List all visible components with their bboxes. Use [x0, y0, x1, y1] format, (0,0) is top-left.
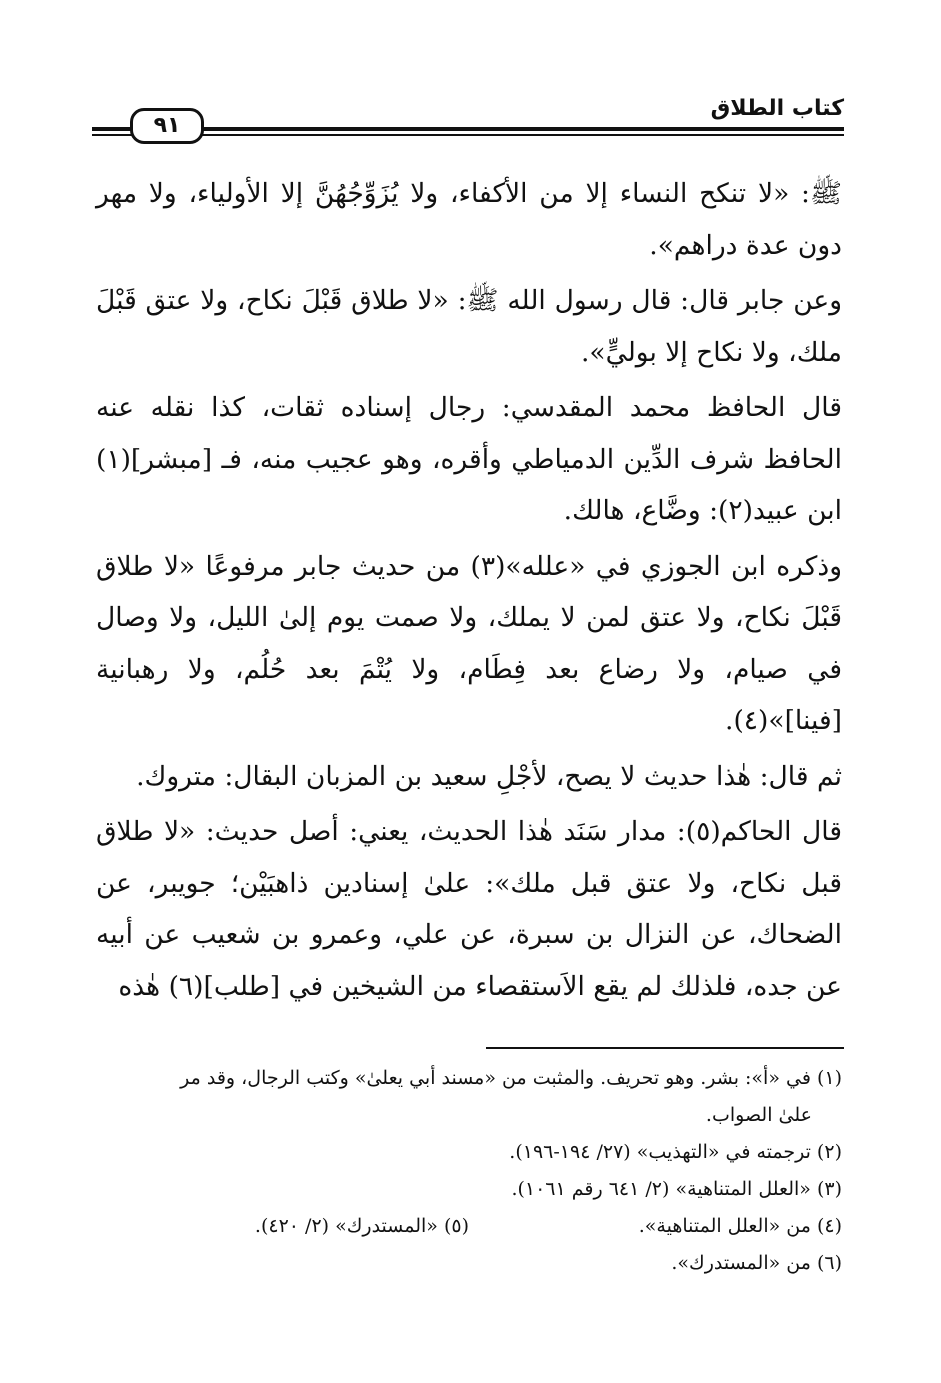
footnote-separator: [486, 1047, 844, 1049]
paragraph: وذكره ابن الجوزي في «علله»(٣) من حديث جابر مرفوعًا «لا طلاق قَبْلَ نكاح، ولا عتق لمن لا يملك، ولا صمت يوم إلىٰ الليل، ولا وصال في صيام، ولا رضاع بعد فِطَام، ولا يُتْمَ بعد حُلُم، ولا رهبانية [فينا]»(٤).: [96, 550, 842, 736]
paragraph: ﷺ: «لا تنكح النساء إلا من الأكفاء، ولا يُزَوِّجُهُنَّ إلا الأولياء، ولا مهر دون عدة دراهم».: [96, 178, 842, 261]
footnote-6: (٦) من «المستدرك».: [671, 1252, 842, 1274]
paragraph: قال الحافظ محمد المقدسي: رجال إسناده ثقات، كذا نقله عنه الحافظ شرف الدِّين الدمياطي وأقره، وهو عجيب منه، فـ [مبشر](١) ابن عبيد(٢): وضَّاع، هالك.: [96, 392, 842, 526]
footnote-3: (٣) «العلل المتناهية» (٢/ ٦٤١ رقم ١٠٦١).: [511, 1178, 842, 1200]
page-header: [92, 92, 844, 142]
paragraph: وعن جابر قال: قال رسول الله ﷺ: «لا طلاق قَبْلَ نكاح، ولا عتق قَبْلَ ملك، ولا نكاح إلا بوليٍّ».: [96, 285, 842, 368]
footnote-4: (٤) من «العلل المتناهية».: [638, 1215, 842, 1237]
footnote-row: [96, 1208, 842, 1245]
footnote-5: (٥) «المستدرك» (٢/ ٤٢٠).: [254, 1215, 469, 1237]
footnote-1: (١) في «أ»: بشر. وهو تحريف. والمثبت من «مسند أبي يعلىٰ» وكتب الرجال، وقد مر: [180, 1067, 842, 1089]
paragraph: قال الحاكم(٥): مدار سَنَد هٰذا الحديث، يعني: أصل حديث: «لا طلاق قبل نكاح، ولا عتق قبل ملك»: علىٰ إسنادين ذاهبَيْن؛ جويبر، عن الضحاك، عن النزال بن سبرة، عن علي، وعمرو بن شعيب عن أبيه عن جده، فلذلك لم يقع الاَستقصاء من الشيخين في [طلب](٦) هٰذه: [96, 816, 842, 1002]
footnote-2: (٢) ترجمته في «التهذيب» (٢٧/ ١٩٤-١٩٦).: [509, 1141, 842, 1163]
footnotes: [96, 1060, 842, 1282]
page-number: ٩١: [130, 108, 204, 144]
footnote-1-continuation: علىٰ الصواب.: [705, 1104, 812, 1126]
chapter-title: كتاب الطلاق: [710, 96, 844, 121]
header-rule-thick: [92, 127, 844, 131]
paragraph: ثم قال: هٰذا حديث لا يصح، لأجْلِ سعيد بن المزبان البقال: متروك.: [136, 760, 842, 792]
header-rule-thin: [92, 134, 844, 136]
main-text: [96, 168, 842, 1012]
